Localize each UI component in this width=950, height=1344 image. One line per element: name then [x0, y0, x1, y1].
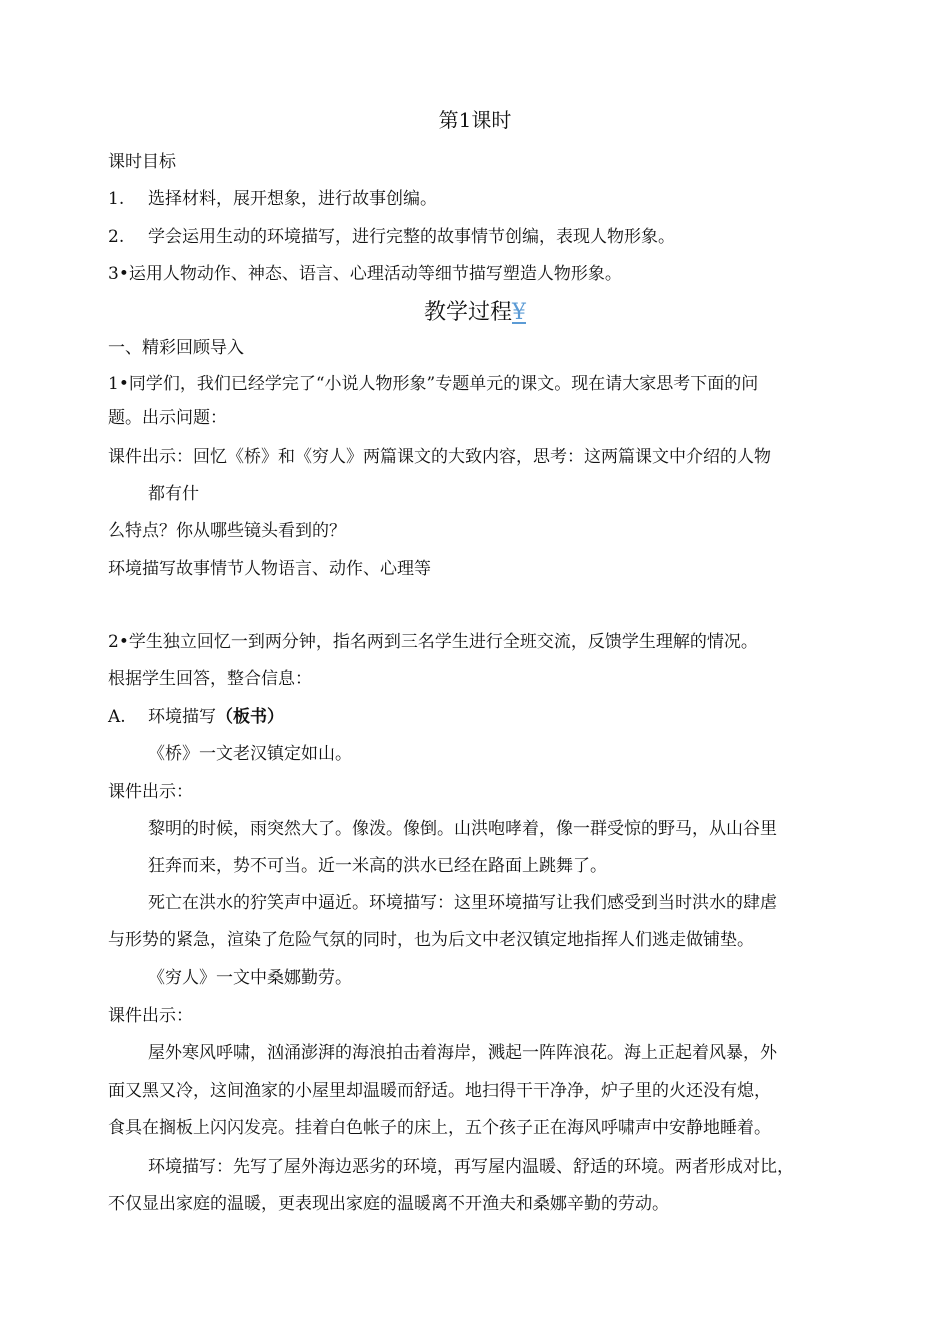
objective-item-3: [108, 262, 622, 286]
objective-number: 1.: [108, 189, 125, 209]
text-intro: 《穷人》一文中桑娜勤劳。: [148, 968, 352, 988]
objective-item-1: [108, 187, 437, 211]
paragraph-line: 根据学生回答，整合信息：: [108, 669, 312, 689]
comment-line: 与形势的紧急，渲染了危险气氛的同时，也为后文中老汉镇定地指挥人们逃走做铺垫。: [108, 930, 754, 950]
comment-line: 死亡在洪水的狞笑声中逼近。环境描写：这里环境描写让我们感受到当时洪水的肆虐: [148, 893, 777, 913]
process-title: [0, 298, 950, 328]
quote-line: 屋外寒风呼啸，汹涌澎湃的海浪拍击着海岸，溅起一阵阵浪花。海上正起着风暴，外: [148, 1043, 777, 1063]
lesson-title: 第1课时: [438, 108, 512, 132]
paragraph-line: 2•学生独立回忆一到两分钟，指名两到三名学生进行全班交流，反馈学生理解的情况。: [108, 632, 758, 652]
subsection-a: [108, 705, 284, 729]
paragraph-line: 1•同学们，我们已经学完了“小说人物形象”专题单元的课文。现在请大家思考下面的问: [108, 374, 759, 394]
subsection-number: A.: [108, 707, 126, 727]
objective-text: 学会运用生动的环境描写，进行完整的故事情节创编，表现人物形象。: [148, 227, 675, 247]
quote-line: 黎明的时候，雨突然大了。像泼。像倒。山洪咆哮着，像一群受惊的野马，从山谷里: [148, 819, 777, 839]
courseware-line: 都有什: [148, 484, 199, 504]
quote-line: 狂奔而来，势不可当。近一米高的洪水已经在路面上跳舞了。: [148, 856, 607, 876]
objective-number: 3•: [108, 264, 129, 284]
objective-number: 2.: [108, 227, 125, 247]
objective-text: 运用人物动作、神态、语言、心理活动等细节描写塑造人物形象。: [128, 264, 622, 284]
quote-line: 食具在搁板上闪闪发亮。挂着白色帐子的床上，五个孩子正在海风呼啸声中安静地睡着。: [108, 1118, 771, 1138]
comment-line: 不仅显出家庭的温暖，更表现出家庭的温暖离不开渔夫和桑娜辛勤的劳动。: [108, 1194, 669, 1214]
courseware-line: 么特点？你从哪些镜头看到的？: [108, 521, 346, 541]
section-heading: 一、精彩回顾导入: [108, 338, 244, 358]
comment-line: 环境描写：先写了屋外海边恶劣的环境，再写屋内温暖、舒适的环境。两者形成对比，: [148, 1157, 794, 1177]
courseware-label: 课件出示：: [108, 1006, 193, 1026]
objective-item-2: [108, 225, 675, 249]
process-title-text: 教学过程: [423, 300, 512, 325]
subsection-text: 环境描写: [148, 707, 216, 727]
text-intro: 《桥》一文老汉镇定如山。: [148, 744, 352, 764]
board-note: （板书）: [216, 707, 284, 727]
quote-line: 面又黑又冷，这间渔家的小屋里却温暖而舒适。地扫得干干净净，炉子里的火还没有熄，: [108, 1081, 771, 1101]
objective-text: 选择材料，展开想象，进行故事创编。: [148, 189, 437, 209]
courseware-line: 课件出示：回忆《桥》和《穷人》两篇课文的大致内容，思考：这两篇课文中介绍的人物: [108, 447, 771, 467]
courseware-label: 课件出示：: [108, 782, 193, 802]
yen-mark: ¥: [512, 300, 526, 325]
aspects-line: 环境描写故事情节人物语言、动作、心理等: [108, 559, 431, 579]
objectives-heading: 课时目标: [108, 152, 176, 172]
paragraph-line: 题。出示问题：: [108, 408, 227, 428]
